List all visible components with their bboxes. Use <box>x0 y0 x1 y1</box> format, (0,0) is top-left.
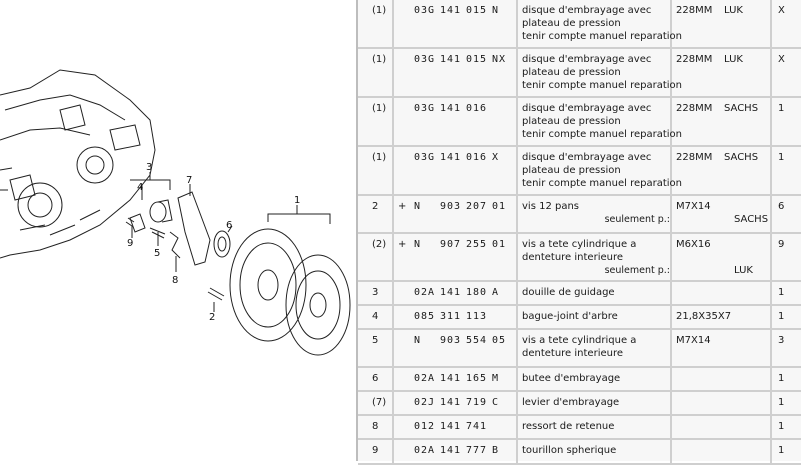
position-number: (7) <box>372 397 387 408</box>
part-note: seulement p.: <box>604 214 670 225</box>
part-quantity: 1 <box>778 103 785 114</box>
part-spec: 228MM <box>676 5 713 16</box>
part-number-prefix: 012 <box>414 421 436 432</box>
position-number: 2 <box>372 201 379 212</box>
part-description: vis a tete cylindrique a denteture interieure <box>522 335 637 359</box>
table-row <box>358 416 801 440</box>
callout-7: 7 <box>186 175 193 186</box>
exploded-parts-diagram <box>0 0 356 461</box>
table-row <box>358 306 801 330</box>
table-cell <box>672 392 772 414</box>
table-cell <box>672 440 772 463</box>
callout-3: 3 <box>146 162 153 173</box>
position-number: (1) <box>372 54 387 65</box>
position-number: (1) <box>372 103 387 114</box>
part-number-item: 554 <box>466 335 488 346</box>
position-number: 5 <box>372 335 379 346</box>
part-number-group: 141 <box>440 421 462 432</box>
position-number: 6 <box>372 373 379 384</box>
part-number-prefix: 085 <box>414 311 436 322</box>
part-description: ressort de retenue <box>522 421 615 432</box>
part-number-prefix: 03G <box>414 103 436 114</box>
part-number-suffix: N <box>492 5 500 16</box>
part-description: disque d'embrayage avec plateau de pression tenir compte manuel reparation <box>522 54 683 91</box>
part-number-item: 015 <box>466 5 488 16</box>
part-number-item: 016 <box>466 103 488 114</box>
part-number-group: 907 <box>440 239 462 250</box>
part-spec-maker: LUK <box>724 5 743 16</box>
callout-6: 6 <box>226 220 233 231</box>
part-number-suffix: 01 <box>492 201 507 212</box>
part-number-suffix: NX <box>492 54 507 65</box>
callout-5: 5 <box>154 248 161 259</box>
part-spec: M7X14 <box>676 201 711 212</box>
part-number-prefix: N <box>414 239 422 250</box>
part-number-group: 141 <box>440 373 462 384</box>
callout-4: 4 <box>137 182 144 193</box>
part-number-item: 016 <box>466 152 488 163</box>
table-row <box>358 368 801 392</box>
part-quantity: 1 <box>778 152 785 163</box>
plus-marker: + <box>398 239 407 250</box>
callout-9: 9 <box>127 238 134 249</box>
part-spec: M6X16 <box>676 239 711 250</box>
table-row <box>358 98 801 147</box>
part-spec: 228MM <box>676 152 713 163</box>
part-number-prefix: 03G <box>414 152 436 163</box>
part-quantity: 1 <box>778 397 785 408</box>
part-quantity: 9 <box>778 239 785 250</box>
plus-marker: + <box>398 201 407 212</box>
part-number-suffix: C <box>492 397 500 408</box>
part-number-group: 903 <box>440 201 462 212</box>
part-spec-maker: SACHS <box>724 103 759 114</box>
table-row <box>358 147 801 196</box>
part-spec: 21,8X35X7 <box>676 311 732 322</box>
table-row <box>358 330 801 368</box>
part-spec: 228MM <box>676 103 713 114</box>
position-number: (1) <box>372 5 387 16</box>
part-description: vis a tete cylindrique a denteture interieure <box>522 239 637 263</box>
part-number-suffix: X <box>492 152 500 163</box>
part-quantity: 3 <box>778 335 785 346</box>
part-number-group: 141 <box>440 287 462 298</box>
part-number-group: 141 <box>440 54 462 65</box>
part-description: douille de guidage <box>522 287 615 298</box>
callout-8: 8 <box>172 275 179 286</box>
table-cell <box>672 416 772 438</box>
part-number-item: 015 <box>466 54 488 65</box>
position-number: 4 <box>372 311 379 322</box>
part-description: disque d'embrayage avec plateau de pression tenir compte manuel reparation <box>522 103 683 140</box>
part-number-item: 741 <box>466 421 488 432</box>
part-number-prefix: 02A <box>414 445 436 456</box>
position-number: 8 <box>372 421 379 432</box>
part-number-item: 719 <box>466 397 488 408</box>
part-description: vis 12 pans <box>522 201 580 212</box>
part-number-group: 141 <box>440 152 462 163</box>
part-number-prefix: N <box>414 335 422 346</box>
table-row <box>358 392 801 416</box>
part-note: seulement p.: <box>604 265 670 276</box>
part-number-prefix: 03G <box>414 54 436 65</box>
part-description: bague-joint d'arbre <box>522 311 618 322</box>
part-number-group: 311 <box>440 311 462 322</box>
position-number: 3 <box>372 287 379 298</box>
part-description: disque d'embrayage avec plateau de pression tenir compte manuel reparation <box>522 152 683 189</box>
part-spec-maker: LUK <box>734 265 753 276</box>
position-number: (1) <box>372 152 387 163</box>
part-description: disque d'embrayage avec plateau de pression tenir compte manuel reparation <box>522 5 683 42</box>
callout-1: 1 <box>294 195 301 206</box>
table-row <box>358 0 801 49</box>
part-spec-maker: LUK <box>724 54 743 65</box>
part-spec: 228MM <box>676 54 713 65</box>
callout-2: 2 <box>209 312 216 323</box>
clutch-diagram-drawing <box>0 0 356 461</box>
part-quantity: X <box>778 54 785 65</box>
part-number-group: 141 <box>440 397 462 408</box>
table-row <box>358 282 801 306</box>
part-number-item: 207 <box>466 201 488 212</box>
part-number-prefix: 02J <box>414 397 436 408</box>
part-number-item: 165 <box>466 373 488 384</box>
position-number: (2) <box>372 239 387 250</box>
part-quantity: 1 <box>778 373 785 384</box>
part-number-item: 777 <box>466 445 488 456</box>
table-row <box>358 234 801 282</box>
part-number-item: 180 <box>466 287 488 298</box>
part-number-group: 141 <box>440 103 462 114</box>
part-description: butee d'embrayage <box>522 373 621 384</box>
part-description: tourillon spherique <box>522 445 617 456</box>
part-description: levier d'embrayage <box>522 397 620 408</box>
table-cell <box>672 282 772 304</box>
part-number-item: 113 <box>466 311 488 322</box>
table-row <box>358 196 801 234</box>
part-quantity: 1 <box>778 421 785 432</box>
part-quantity: 6 <box>778 201 785 212</box>
table-row <box>358 440 801 465</box>
part-quantity: 1 <box>778 445 785 456</box>
part-number-prefix: 02A <box>414 373 436 384</box>
part-quantity: X <box>778 5 785 16</box>
table-row <box>358 49 801 98</box>
part-number-group: 141 <box>440 445 462 456</box>
part-number-group: 903 <box>440 335 462 346</box>
part-number-group: 141 <box>440 5 462 16</box>
parts-table <box>356 0 801 461</box>
position-number: 9 <box>372 445 379 456</box>
part-spec-maker: SACHS <box>724 152 759 163</box>
part-number-item: 255 <box>466 239 488 250</box>
part-number-prefix: 03G <box>414 5 436 16</box>
part-quantity: 1 <box>778 287 785 298</box>
part-number-suffix: 05 <box>492 335 507 346</box>
part-number-prefix: N <box>414 201 422 212</box>
part-spec-maker: SACHS <box>734 214 769 225</box>
part-number-prefix: 02A <box>414 287 436 298</box>
table-cell <box>672 368 772 390</box>
part-number-suffix: 01 <box>492 239 507 250</box>
part-quantity: 1 <box>778 311 785 322</box>
part-number-suffix: A <box>492 287 500 298</box>
part-number-suffix: B <box>492 445 500 456</box>
part-spec: M7X14 <box>676 335 711 346</box>
part-number-suffix: M <box>492 373 500 384</box>
